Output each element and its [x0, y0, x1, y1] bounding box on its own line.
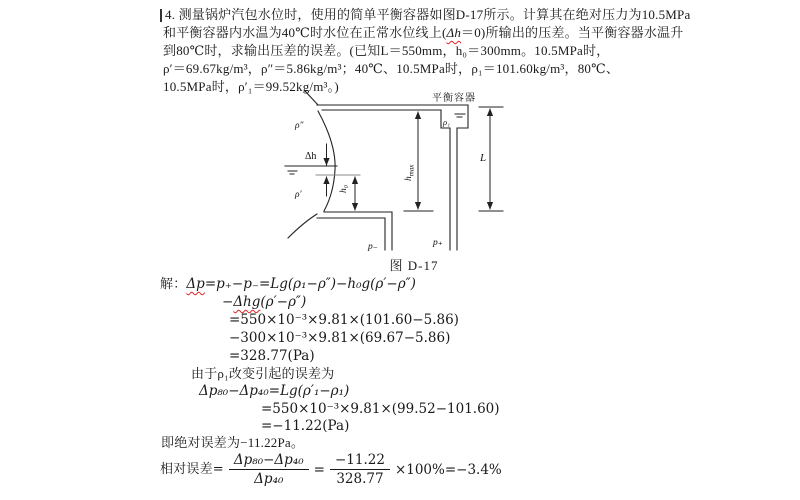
equation-text: −300×10⁻³×9.81×(69.67−5.86): [229, 330, 451, 346]
solution-eq-7: [261, 401, 500, 417]
solution-note-1: [191, 365, 334, 382]
spellcheck-marked-text: Δh: [446, 25, 462, 40]
problem-line-4: [163, 60, 619, 77]
equation-text: (ρ′−ρ″): [260, 294, 307, 310]
relative-error-label: 相对误差=: [160, 462, 224, 477]
solution-eq-1: [160, 276, 416, 293]
note-text: 即绝对误差为−11.22Pa。: [161, 435, 305, 450]
h0-label: h₀: [339, 184, 349, 193]
fraction: [330, 452, 390, 487]
problem-text: 到80℃时，求输出压差的误差。(已知L＝550mm，h₀＝300mm。10.5MPa时，: [163, 43, 610, 58]
p-plus-label: p₊: [433, 238, 443, 248]
solution-prefix: 解：: [160, 277, 187, 292]
water-connecting-pipe: [317, 212, 392, 250]
note-text: 由于ρ₁改变引起的误差为: [191, 366, 335, 381]
problem-text: 10.5MPa时，ρ′₁＝99.52kg/m³。): [163, 79, 339, 94]
fraction-numerator: −11.22: [330, 452, 390, 470]
rho1-label: ρ₁: [443, 117, 451, 127]
fraction-denominator: 328.77: [336, 471, 384, 487]
equation-text: ×100%=−3.4%: [394, 461, 502, 478]
fraction-denominator: Δp₄₀: [254, 471, 284, 487]
vessel-title-label: 平衡容器: [432, 93, 476, 104]
solution-eq-2: [222, 294, 306, 310]
hmax-label: $h_{max}$: [404, 164, 416, 181]
problem-text: ρ′＝69.67kg/m³，ρ″＝5.86kg/m³；40℃、10.5MPa时，ρ₁＝101.60kg/m³，80℃、: [163, 61, 620, 76]
hmax-dimension: [404, 112, 433, 211]
problem-line-2: [163, 24, 683, 41]
equation-text: =550×10⁻³×9.81×(101.60−5.86): [229, 312, 459, 328]
solution-note-2: [161, 434, 304, 451]
relative-error-equation: [160, 452, 502, 487]
fraction: [229, 452, 309, 487]
problem-text: 和平衡容器内水温为40℃时水位在正常水位线上(: [163, 25, 447, 40]
solution-eq-3: [229, 312, 459, 328]
text-cursor: [160, 9, 162, 22]
normal-water-level-line: [285, 166, 337, 174]
rho-steam-label: ρ″: [295, 121, 304, 131]
solution-eq-8: [261, 418, 349, 434]
problem-line-3: [163, 42, 609, 59]
problem-line-1: [165, 6, 690, 23]
solution-eq-5: [229, 348, 315, 364]
equation-text: Δp₈₀−Δp₄₀=: [199, 383, 281, 399]
balance-vessel-diagram: [283, 88, 545, 256]
equation-text: −: [222, 294, 234, 310]
steam-connecting-pipe: [317, 105, 468, 110]
p-minus-label: p₋: [368, 242, 378, 252]
equation-text: =p₊−p₋=Lg(ρ₁−ρ″)−h₀g(ρ′−ρ″): [204, 276, 416, 292]
solution-eq-6: [199, 383, 349, 399]
spellcheck-marked-text: Δhg: [233, 294, 261, 310]
fraction-numerator: Δp₈₀−Δp₄₀: [229, 452, 309, 470]
figure-caption: 图 D-17: [389, 258, 439, 273]
delta-h-label: Δh: [305, 151, 317, 162]
equation-text: =328.77(Pa): [229, 348, 315, 364]
equation-text: =−11.22(Pa): [261, 418, 350, 434]
problem-text: 4. 测量锅炉汽包水位时，使用的简单平衡容器如图D-17所示。计算其在绝对压力为10.5MPa: [165, 7, 691, 22]
equation-text: =: [313, 461, 325, 478]
spellcheck-marked-text: Δp: [186, 276, 205, 292]
boiler-drum-wall: [288, 91, 335, 238]
solution-eq-4: [229, 330, 450, 346]
rho-water-label: ρ′: [295, 190, 302, 200]
equation-text: =550×10⁻³×9.81×(99.52−101.60): [261, 401, 500, 417]
problem-text: ＝0)所输出的压差。当平衡容器水温升: [461, 25, 684, 40]
L-label: L: [480, 152, 487, 164]
equation-text: Lg(ρ′₁−ρ₁): [280, 383, 350, 399]
